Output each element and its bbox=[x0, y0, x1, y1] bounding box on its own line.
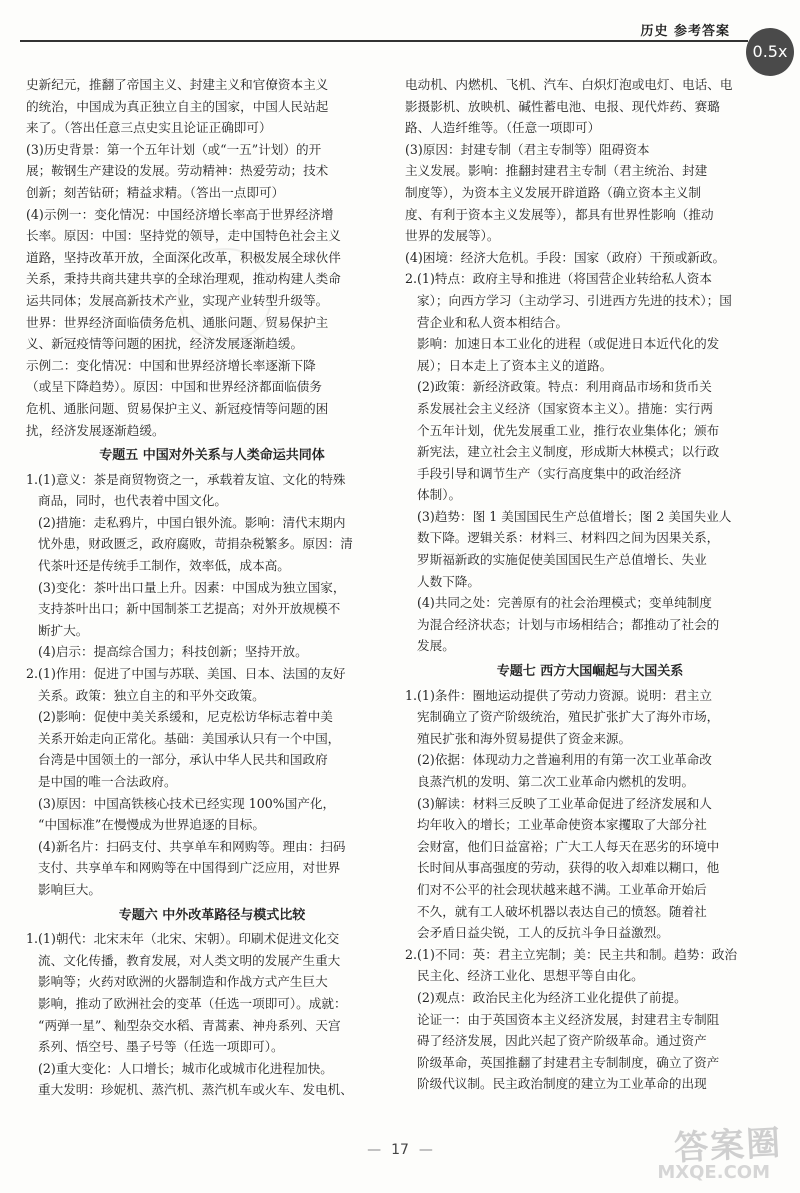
text-line: (2)政策：新经济政策。特点：利用商品市场和货币关 bbox=[417, 379, 712, 395]
text-line: (3)原因：封建专制（君主专制等）阻碍资本 bbox=[405, 141, 650, 157]
zoom-level-button[interactable]: 0.5x bbox=[746, 28, 794, 76]
text-line: 展）；日本走上了资本主义的道路。 bbox=[417, 357, 613, 373]
text-line: 世界：世界经济面临债务危机、通胀问题、贸易保护主 bbox=[26, 314, 329, 330]
text-line: (3)解读：材料三反映了工业革命促进了经济发展和人 bbox=[417, 795, 712, 811]
text-line: 影摄影机、放映机、碱性蓄电池、电报、现代炸药、赛璐 bbox=[405, 98, 720, 114]
text-line: 影响等；火药对欧洲的火器制造和作战方式产生巨大 bbox=[38, 974, 328, 990]
text-line: (3)原因：中国高铁核心技术已经实现 100%国产化， bbox=[38, 795, 336, 811]
section-heading: 专题五 中国对外关系与人类命运共同体 bbox=[99, 448, 325, 464]
left-column bbox=[26, 74, 398, 1101]
text-line: （或呈下降趋势）。原因：中国和世界经济都面临债务 bbox=[26, 379, 322, 395]
header-rule bbox=[20, 40, 748, 42]
text-line: (2)依据：体现动力之普遍利用的有第一次工业革命改 bbox=[417, 752, 712, 768]
text-line: (3)变化：茶叶出口量上升。因素：中国成为独立国家， bbox=[38, 579, 346, 595]
text-line: 台湾是中国领土的一部分，承认中华人民共和国政府 bbox=[38, 752, 328, 768]
text-line: 数下降。逻辑关系：材料三、材料四之间为因果关系， bbox=[417, 530, 720, 546]
text-line: (4)启示：提高综合国力；科技创新；坚持开放。 bbox=[38, 644, 308, 660]
text-line: 论证一：由于英国资本主义经济发展，封建君主专制阻 bbox=[417, 1011, 720, 1027]
text-line: (4)困境：经济大危机。手段：国家（政府）干预或新政。 bbox=[405, 249, 726, 265]
text-line: 电动机、内燃机、飞机、汽车、白炽灯泡或电灯、电话、电 bbox=[405, 77, 733, 92]
site-watermark: 答案圈 bbox=[673, 1123, 784, 1169]
site-watermark-url: MXQE.COM bbox=[657, 1162, 770, 1183]
text-line: 发展。 bbox=[417, 638, 455, 654]
text-line: 影响，推动了欧洲社会的变革（任选一项即可）。成就： bbox=[38, 995, 347, 1011]
page-number: 17 bbox=[391, 1142, 409, 1158]
text-line: (2)影响：促使中美关系缓和，尼克松访华标志着中美 bbox=[38, 709, 333, 725]
text-line: 新宪法，建立社会主义制度，形成斯大林模式；以行政 bbox=[417, 444, 720, 460]
text-line: 路、人造纤维等。（任意一项即可） bbox=[405, 120, 601, 136]
text-line: 影响巨大。 bbox=[38, 881, 101, 897]
text-line: 来了。（答出任意三点史实且论证正确即可） bbox=[26, 120, 272, 136]
text-line: (2)重大变化：人口增长；城市化或城市化进程加快。 bbox=[38, 1060, 333, 1076]
page-footer: — 17 — bbox=[367, 1142, 433, 1158]
text-line: 示例二：变化情况：中国和世界经济增长率逐渐下降 bbox=[26, 357, 316, 373]
text-line: 阶级代议制。民主政治制度的建立为工业革命的出现 bbox=[417, 1076, 707, 1092]
text-line: 人数下降。 bbox=[417, 573, 480, 589]
text-line: 度、有利于资本主义发展等），都具有世界性影响（推动 bbox=[405, 206, 714, 222]
text-line: 宪制确立了资产阶级统治，殖民扩张扩大了海外市场， bbox=[417, 709, 720, 725]
text-line: 手段引导和调节生产（实行高度集中的政治经济 bbox=[417, 465, 682, 481]
text-line: 主义发展。影响：推翻封建君主专制（君主统治、封建 bbox=[405, 163, 708, 179]
text-line: (4)新名片：扫码支付、共享单车和网购等。理由：扫码 bbox=[38, 838, 346, 854]
text-line: 长时间从事高强度的劳动，获得的收入却难以糊口，他 bbox=[417, 860, 720, 876]
text-line: 会财富，他们日益富裕；广大工人每天在恶劣的环境中 bbox=[417, 838, 720, 854]
text-line: 展；鞍钢生产建设的发展。劳动精神：热爱劳动；技术 bbox=[26, 163, 329, 179]
text-line: 道路，坚持改革开放，全面深化改革，积极发展全球伙伴 bbox=[26, 249, 341, 265]
text-line: 均年收入的增长；工业革命使资本家攫取了大部分社 bbox=[417, 817, 707, 833]
text-line: 义、新冠疫情等问题的困扰，经济发展逐渐趋缓。 bbox=[26, 336, 304, 352]
right-column bbox=[405, 74, 775, 1095]
text-line: 创新；刻苦钻研；精益求精。（答出一点即可） bbox=[26, 184, 285, 200]
text-line: 是中国的唯一合法政府。 bbox=[38, 774, 177, 789]
text-line: 扰，经济发展逐渐趋缓。 bbox=[26, 422, 165, 438]
text-line: 支付、共享单车和网购等在中国得到广泛应用，对世界 bbox=[38, 860, 341, 876]
text-line: 阶级革命，英国推翻了封建君主专制制度，确立了资产 bbox=[417, 1054, 720, 1070]
text-line: 殖民扩张和海外贸易提供了资金来源。 bbox=[417, 730, 632, 746]
text-line: “两弹一星”、籼型杂交水稻、青蒿素、神舟系列、天宫 bbox=[38, 1017, 341, 1033]
text-line: (4)共同之处：完善原有的社会治理模式；变单纯制度 bbox=[417, 595, 712, 611]
text-line: 为混合经济状态；计划与市场相结合；都推动了社会的 bbox=[417, 616, 720, 632]
text-line: 关系，秉持共商共建共享的全球治理观，推动构建人类命 bbox=[26, 271, 341, 287]
text-line: 的统治，中国成为真正独立自主的国家，中国人民站起 bbox=[26, 98, 329, 114]
text-line: 2.(1)不同：英：君主立宪制；美：民主共和制。趋势：政治 bbox=[405, 946, 738, 962]
text-line: 系发展社会主义经济（国家资本主义）。措施：实行两 bbox=[417, 400, 713, 416]
text-line: 们对不公平的社会现状越来越不满。工业革命开始后 bbox=[417, 881, 707, 897]
text-line: 流、文化传播，教育发展，对人类文明的发展产生重大 bbox=[38, 952, 341, 968]
text-line: 1.(1)条件：圈地运动提供了劳动力资源。说明：君主立 bbox=[405, 687, 712, 703]
text-line: 民主化、经济工业化、思想平等自由化。 bbox=[417, 968, 644, 984]
text-line: 运共同体；发展高新技术产业，实现产业转型升级等。 bbox=[26, 292, 329, 308]
text-line: 家）；向西方学习（主动学习、引进西方先进的技术）；国 bbox=[417, 292, 732, 308]
text-line: 1.(1)意义：茶是商贸物资之一，承载着友谊、文化的特殊 bbox=[26, 471, 346, 487]
text-line: (2)措施：走私鸦片，中国白银外流。影响：清代末期内 bbox=[38, 514, 346, 530]
text-line: 商品，同时，也代表着中国文化。 bbox=[38, 493, 227, 509]
text-line: 罗斯福新政的实施促使美国国民生产总值增长、失业 bbox=[417, 552, 707, 568]
text-line: (4)示例一：变化情况：中国经济增长率高于世界经济增 bbox=[26, 206, 334, 222]
text-line: 史新纪元，推翻了帝国主义、封建主义和官僚资本主义 bbox=[26, 77, 329, 92]
page-header bbox=[0, 0, 800, 44]
text-line: 良蒸汽机的发明、第二次工业革命内燃机的发明。 bbox=[417, 774, 695, 789]
text-line: 支持茶叶出口；新中国制茶工艺提高；对外开放规模不 bbox=[38, 601, 341, 617]
section-heading: 专题六 中外改革路径与模式比较 bbox=[118, 907, 306, 923]
text-line: 2.(1)特点：政府主导和推进（将国营企业转给私人资本 bbox=[405, 271, 712, 287]
text-line: 系列、悟空号、墨子号等（任选一项即可）。 bbox=[38, 1039, 284, 1055]
text-line: (3)历史背景：第一个五年计划（或“一五”计划）的开 bbox=[26, 141, 322, 157]
text-line: (2)观点：政治民主化为经济工业化提供了前提。 bbox=[417, 989, 687, 1005]
text-line: 忧外患，财政匮乏，政府腐败，苛捐杂税繁多。原因：清 bbox=[38, 536, 353, 552]
text-line: 影响：加速日本工业化的进程（或促进日本近代化的发 bbox=[417, 336, 720, 352]
text-line: 断扩大。 bbox=[38, 622, 89, 638]
text-line: (3)趋势：图 1 美国国民生产总值增长；图 2 美国失业人 bbox=[417, 508, 732, 524]
text-line: 长率。原因：中国：坚持党的领导，走中国特色社会主义 bbox=[26, 228, 341, 244]
text-line: 重大发明：珍妮机、蒸汽机、蒸汽机车或火车、发电机、 bbox=[38, 1082, 353, 1098]
text-line: 个五年计划，优先发展重工业，推行农业集体化；颁布 bbox=[417, 422, 720, 438]
text-line: 营企业和私人资本相结合。 bbox=[417, 314, 569, 330]
text-line: “中国标准”在慢慢成为世界追逐的目标。 bbox=[38, 817, 265, 833]
text-line: 1.(1)朝代：北宋末年（北宋、宋朝）。印刷术促进文化交 bbox=[26, 931, 340, 947]
text-line: 世界的发展等）。 bbox=[405, 228, 500, 244]
text-line: 2.(1)作用：促进了中国与苏联、美国、日本、法国的友好 bbox=[26, 666, 346, 682]
header-title: 历史 参考答案 bbox=[640, 24, 730, 39]
text-line: 体制）。 bbox=[417, 487, 462, 503]
section-heading: 专题七 西方大国崛起与大国关系 bbox=[496, 664, 684, 680]
text-line: 制度等），为资本主义发展开辟道路（确立资本主义制 bbox=[405, 184, 701, 200]
text-line: 危机、通胀问题、贸易保护主义、新冠疫情等问题的困 bbox=[26, 400, 329, 416]
text-line: 不久，就有工人破坏机器以表达自己的愤怒。随着社 bbox=[417, 903, 707, 919]
text-line: 代茶叶还是传统手工制作，效率低，成本高。 bbox=[38, 558, 290, 574]
text-line: 关系开始走向正常化。基础：美国承认只有一个中国， bbox=[38, 730, 341, 746]
text-line: 关系。政策：独立自主的和平外交政策。 bbox=[38, 687, 265, 703]
text-line: 会矛盾日益尖锐，工人的反抗斗争日益激烈。 bbox=[417, 925, 669, 941]
text-line: 碍了经济发展，因此兴起了资产阶级革命。通过资产 bbox=[417, 1033, 707, 1049]
